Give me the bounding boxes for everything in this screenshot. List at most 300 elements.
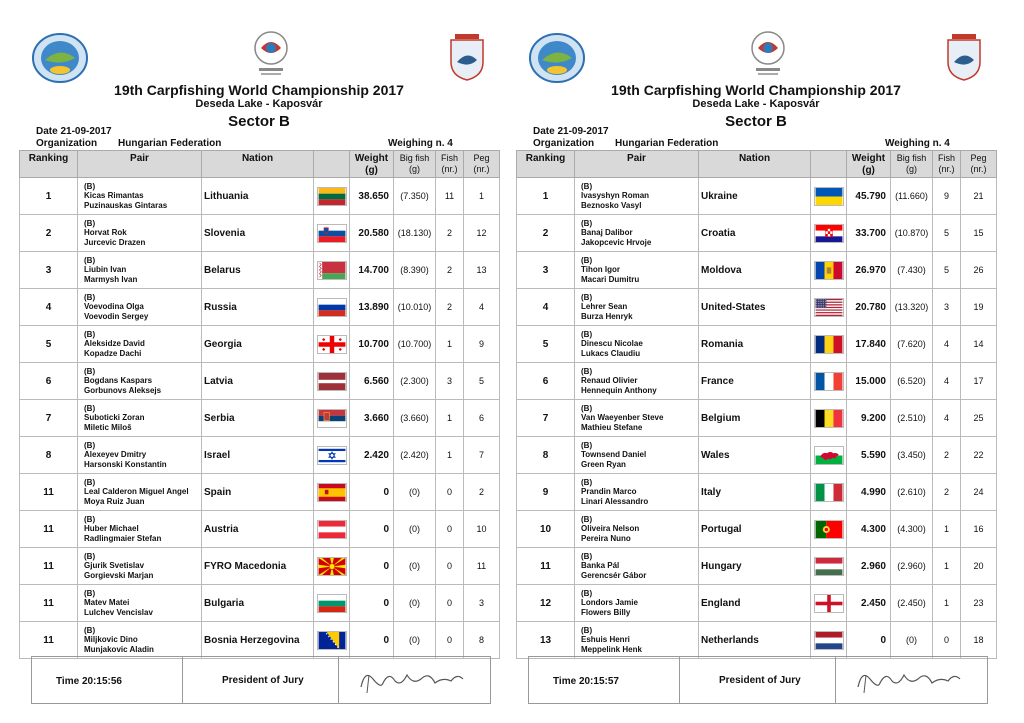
sector-tag: (B) <box>84 403 96 413</box>
federation-crest-icon <box>748 30 788 78</box>
header-weight-label: Weight <box>851 153 886 164</box>
angler-1: Ivasyshyn Roman <box>581 191 650 201</box>
weight-cell: 38.650 <box>350 178 394 215</box>
sector-tag: (B) <box>581 514 593 524</box>
flag-cell <box>811 622 847 659</box>
pair-cell <box>575 622 699 659</box>
netherlands-flag-icon <box>814 631 844 650</box>
organization-name: Hungarian Federation <box>118 138 222 149</box>
macedonia-flag-icon <box>317 557 347 576</box>
bigfish-cell: (0) <box>394 548 436 585</box>
fish-count-cell: 0 <box>436 585 464 622</box>
sector-tag: (B) <box>581 366 593 376</box>
angler-1: Bogdans Kaspars <box>84 376 153 386</box>
flag-cell <box>314 474 350 511</box>
rank-cell: 5 <box>517 326 575 363</box>
angler-1: Dinescu Nicolae <box>581 339 643 349</box>
peg-cell: 7 <box>464 437 500 474</box>
header-fish-label: Fish <box>937 153 955 163</box>
table-row <box>20 289 500 326</box>
federation-crest-icon <box>251 30 291 78</box>
header-nation: Nation <box>699 151 811 178</box>
organization-line <box>533 138 1003 149</box>
nation-cell: Spain <box>202 474 314 511</box>
weight-cell: 9.200 <box>847 400 891 437</box>
nation-cell: United-States <box>699 289 811 326</box>
pair-cell <box>78 252 202 289</box>
nation-cell: Romania <box>699 326 811 363</box>
serbia-flag-icon <box>317 409 347 428</box>
angler-1: Banka Pál <box>581 561 620 571</box>
results-sheet-right <box>516 0 996 723</box>
pair-cell <box>78 511 202 548</box>
table-row <box>517 326 997 363</box>
rank-cell: 11 <box>20 622 78 659</box>
sector-tag: (B) <box>581 329 593 339</box>
rank-cell: 8 <box>517 437 575 474</box>
rank-cell: 6 <box>20 363 78 400</box>
pair-cell <box>575 585 699 622</box>
table-row <box>20 178 500 215</box>
footer-divider <box>679 657 680 703</box>
table-row <box>20 548 500 585</box>
angler-1: Kicas Rimantas <box>84 191 144 201</box>
angler-1: Liubin Ivan <box>84 265 127 275</box>
table-row <box>20 215 500 252</box>
peg-cell: 2 <box>464 474 500 511</box>
header-weight-unit: (g) <box>365 165 378 176</box>
angler-2: Kopadze Dachi <box>84 348 142 358</box>
pair-cell <box>575 252 699 289</box>
weight-cell: 20.780 <box>847 289 891 326</box>
bigfish-cell: (0) <box>394 585 436 622</box>
sector-tag: (B) <box>84 477 96 487</box>
flag-cell <box>811 400 847 437</box>
signature-box <box>338 657 492 703</box>
fish-count-cell: 0 <box>436 511 464 548</box>
sector-tag: (B) <box>84 218 96 228</box>
peg-cell: 25 <box>961 400 997 437</box>
weight-cell: 4.300 <box>847 511 891 548</box>
world-championship-logo-icon <box>31 32 89 84</box>
sector-heading: Sector B <box>725 113 787 130</box>
fish-count-cell: 5 <box>933 215 961 252</box>
flag-cell <box>314 622 350 659</box>
angler-1: Voevodina Olga <box>84 302 144 312</box>
peg-cell: 11 <box>464 548 500 585</box>
sector-tag: (B) <box>581 551 593 561</box>
fish-count-cell: 1 <box>436 326 464 363</box>
nation-cell: Portugal <box>699 511 811 548</box>
bigfish-cell: (8.390) <box>394 252 436 289</box>
fish-count-cell: 11 <box>436 178 464 215</box>
flag-cell <box>811 252 847 289</box>
spain-flag-icon <box>317 483 347 502</box>
flag-cell <box>314 289 350 326</box>
austria-flag-icon <box>317 520 347 539</box>
date-label: Date 21-09-2017 <box>533 126 609 137</box>
flag-cell <box>314 326 350 363</box>
header-bigfish-label: Big fish <box>399 153 430 163</box>
angler-1: Horvat Rok <box>84 228 127 238</box>
flag-cell <box>811 326 847 363</box>
angler-1: Oliveira Nelson <box>581 524 640 534</box>
angler-1: Tihon Igor <box>581 265 620 275</box>
fish-count-cell: 1 <box>933 585 961 622</box>
table-row <box>517 474 997 511</box>
sector-tag: (B) <box>581 403 593 413</box>
pair-cell <box>575 289 699 326</box>
weight-cell: 5.590 <box>847 437 891 474</box>
rank-cell: 10 <box>517 511 575 548</box>
pair-cell <box>575 437 699 474</box>
bigfish-cell: (2.610) <box>891 474 933 511</box>
nation-cell: Moldova <box>699 252 811 289</box>
angler-2: Moya Ruiz Juan <box>84 496 145 506</box>
angler-1: Alexeyev Dmitry <box>84 450 147 460</box>
lithuania-flag-icon <box>317 187 347 206</box>
venue-subtitle: Deseda Lake - Kaposvár <box>692 98 820 110</box>
pair-cell <box>575 326 699 363</box>
rank-cell: 5 <box>20 326 78 363</box>
peg-cell: 4 <box>464 289 500 326</box>
footer-time: Time 20:15:56 <box>56 676 122 687</box>
logos-bar <box>516 0 996 80</box>
sector-tag: (B) <box>84 292 96 302</box>
table-row <box>20 585 500 622</box>
header-ranking: Ranking <box>517 151 575 178</box>
weighing-number: Weighing n. 4 <box>388 138 453 149</box>
ukraine-flag-icon <box>814 187 844 206</box>
weight-cell: 33.700 <box>847 215 891 252</box>
angler-2: Miletic Miloš <box>84 422 132 432</box>
pair-cell <box>575 400 699 437</box>
fish-count-cell: 1 <box>436 400 464 437</box>
bigfish-cell: (18.130) <box>394 215 436 252</box>
table-header-row <box>517 151 997 178</box>
peg-cell: 22 <box>961 437 997 474</box>
flag-cell <box>314 585 350 622</box>
weighing-number: Weighing n. 4 <box>885 138 950 149</box>
bigfish-cell: (6.520) <box>891 363 933 400</box>
sector-tag: (B) <box>84 255 96 265</box>
weight-cell: 15.000 <box>847 363 891 400</box>
bigfish-cell: (7.620) <box>891 326 933 363</box>
fish-count-cell: 9 <box>933 178 961 215</box>
nation-cell: FYRO Macedonia <box>202 548 314 585</box>
signature-box <box>835 657 989 703</box>
rank-cell: 1 <box>517 178 575 215</box>
fish-count-cell: 1 <box>933 548 961 585</box>
bosnia-flag-icon <box>317 631 347 650</box>
angler-2: Marmysh Ivan <box>84 274 138 284</box>
organization-label: Organization <box>36 138 98 149</box>
weight-cell: 0 <box>847 622 891 659</box>
table-row <box>20 363 500 400</box>
table-row <box>20 326 500 363</box>
peg-cell: 20 <box>961 548 997 585</box>
peg-cell: 1 <box>464 178 500 215</box>
israel-flag-icon <box>317 446 347 465</box>
header-nation: Nation <box>202 151 314 178</box>
bigfish-cell: (2.420) <box>394 437 436 474</box>
signature-icon <box>836 657 986 701</box>
header-fish-label: Fish <box>440 153 458 163</box>
bigfish-cell: (3.450) <box>891 437 933 474</box>
header-bigfish-label: Big fish <box>896 153 927 163</box>
peg-cell: 14 <box>961 326 997 363</box>
jury-footer <box>528 656 988 704</box>
nation-cell: Bulgaria <box>202 585 314 622</box>
nation-cell: Belgium <box>699 400 811 437</box>
bigfish-cell: (0) <box>394 622 436 659</box>
date-label: Date 21-09-2017 <box>36 126 112 137</box>
signature-icon <box>339 657 489 701</box>
weight-cell: 0 <box>350 548 394 585</box>
angler-1: Aleksidze David <box>84 339 145 349</box>
flag-cell <box>811 474 847 511</box>
jury-footer <box>31 656 491 704</box>
pair-cell <box>78 622 202 659</box>
angler-2: Puzinauskas Gintaras <box>84 200 168 210</box>
pair-cell <box>78 400 202 437</box>
table-row <box>20 474 500 511</box>
belarus-flag-icon <box>317 261 347 280</box>
sector-tag: (B) <box>581 218 593 228</box>
bigfish-cell: (11.660) <box>891 178 933 215</box>
peg-cell: 26 <box>961 252 997 289</box>
rank-cell: 3 <box>20 252 78 289</box>
rank-cell: 11 <box>20 548 78 585</box>
angler-2: Harsonski Konstantin <box>84 459 167 469</box>
table-row <box>517 622 997 659</box>
flag-cell <box>811 289 847 326</box>
weight-cell: 13.890 <box>350 289 394 326</box>
fish-count-cell: 0 <box>436 474 464 511</box>
header-weight-label: Weight <box>354 153 389 164</box>
fish-count-cell: 2 <box>436 289 464 326</box>
angler-2: Flowers Billy <box>581 607 631 617</box>
portugal-flag-icon <box>814 520 844 539</box>
table-row <box>20 622 500 659</box>
flag-cell <box>811 511 847 548</box>
sector-tag: (B) <box>581 588 593 598</box>
bigfish-cell: (4.300) <box>891 511 933 548</box>
rank-cell: 1 <box>20 178 78 215</box>
header-bigfish <box>394 151 436 178</box>
angler-1: Gjurik Svetislav <box>84 561 145 571</box>
peg-cell: 13 <box>464 252 500 289</box>
table-row <box>517 400 997 437</box>
flag-cell <box>811 548 847 585</box>
bulgaria-flag-icon <box>317 594 347 613</box>
venue-subtitle: Deseda Lake - Kaposvár <box>195 98 323 110</box>
bigfish-cell: (0) <box>394 474 436 511</box>
bigfish-cell: (3.660) <box>394 400 436 437</box>
weight-cell: 14.700 <box>350 252 394 289</box>
latvia-flag-icon <box>317 372 347 391</box>
nation-cell: Netherlands <box>699 622 811 659</box>
weight-cell: 10.700 <box>350 326 394 363</box>
croatia-flag-icon <box>814 224 844 243</box>
england-flag-icon <box>814 594 844 613</box>
mohosz-crest-icon <box>944 32 984 82</box>
wales-flag-icon <box>814 446 844 465</box>
championship-title: 19th Carpfishing World Championship 2017 <box>611 82 901 98</box>
table-row <box>517 289 997 326</box>
nation-cell: Hungary <box>699 548 811 585</box>
france-flag-icon <box>814 372 844 391</box>
weight-cell: 2.450 <box>847 585 891 622</box>
header-bigfish-unit: (g) <box>906 164 917 174</box>
nation-cell: Lithuania <box>202 178 314 215</box>
fish-count-cell: 2 <box>933 474 961 511</box>
footer-divider <box>182 657 183 703</box>
rank-cell: 7 <box>20 400 78 437</box>
bigfish-cell: (10.870) <box>891 215 933 252</box>
table-row <box>517 178 997 215</box>
fish-count-cell: 2 <box>933 437 961 474</box>
table-row <box>517 437 997 474</box>
bigfish-cell: (10.010) <box>394 289 436 326</box>
angler-1: Prandin Marco <box>581 487 637 497</box>
angler-2: Lukacs Claudiu <box>581 348 641 358</box>
table-row <box>517 548 997 585</box>
table-row <box>20 437 500 474</box>
championship-title: 19th Carpfishing World Championship 2017 <box>114 82 404 98</box>
pair-cell <box>78 363 202 400</box>
fish-count-cell: 4 <box>933 363 961 400</box>
weight-cell: 2.420 <box>350 437 394 474</box>
pair-cell <box>575 178 699 215</box>
table-row <box>517 511 997 548</box>
angler-2: Gorbunovs Aleksejs <box>84 385 162 395</box>
nation-cell: Israel <box>202 437 314 474</box>
sector-tag: (B) <box>84 181 96 191</box>
header-bigfish-unit: (g) <box>409 164 420 174</box>
weight-cell: 17.840 <box>847 326 891 363</box>
header-peg-label: Peg <box>970 153 987 163</box>
pair-cell <box>78 437 202 474</box>
table-row <box>517 252 997 289</box>
sector-tag: (B) <box>84 514 96 524</box>
header-peg-unit: (nr.) <box>970 164 987 174</box>
angler-2: Jakopcevic Hrvoje <box>581 237 652 247</box>
rank-cell: 12 <box>517 585 575 622</box>
nation-cell: Slovenia <box>202 215 314 252</box>
header-flag <box>811 151 847 178</box>
peg-cell: 3 <box>464 585 500 622</box>
header-peg <box>464 151 500 178</box>
hungary-flag-icon <box>814 557 844 576</box>
rank-cell: 9 <box>517 474 575 511</box>
pair-cell <box>78 548 202 585</box>
peg-cell: 23 <box>961 585 997 622</box>
bigfish-cell: (7.430) <box>891 252 933 289</box>
angler-1: Matev Matei <box>84 598 130 608</box>
table-row <box>517 363 997 400</box>
weight-cell: 26.970 <box>847 252 891 289</box>
results-sheet-left <box>19 0 499 723</box>
nation-cell: Croatia <box>699 215 811 252</box>
header-weight <box>350 151 394 178</box>
peg-cell: 12 <box>464 215 500 252</box>
weight-cell: 2.960 <box>847 548 891 585</box>
flag-cell <box>811 363 847 400</box>
georgia-flag-icon <box>317 335 347 354</box>
angler-2: Mathieu Stefane <box>581 422 643 432</box>
president-of-jury-label: President of Jury <box>222 675 304 686</box>
bigfish-cell: (2.510) <box>891 400 933 437</box>
header-peg-label: Peg <box>473 153 490 163</box>
angler-2: Jurcevic Drazen <box>84 237 146 247</box>
pair-cell <box>78 585 202 622</box>
nation-cell: Russia <box>202 289 314 326</box>
sector-tag: (B) <box>84 440 96 450</box>
bigfish-cell: (2.300) <box>394 363 436 400</box>
results-table <box>19 150 500 659</box>
flag-cell <box>314 178 350 215</box>
logos-bar <box>19 0 499 80</box>
sector-tag: (B) <box>84 366 96 376</box>
weight-cell: 0 <box>350 474 394 511</box>
angler-1: Leal Calderon Miguel Angel <box>84 487 189 497</box>
angler-2: Green Ryan <box>581 459 626 469</box>
moldova-flag-icon <box>814 261 844 280</box>
bigfish-cell: (7.350) <box>394 178 436 215</box>
sector-tag: (B) <box>581 181 593 191</box>
romania-flag-icon <box>814 335 844 354</box>
angler-2: Munjakovic Aladin <box>84 644 154 654</box>
results-table <box>516 150 997 659</box>
nation-cell: Serbia <box>202 400 314 437</box>
sector-tag: (B) <box>581 625 593 635</box>
bigfish-cell: (10.700) <box>394 326 436 363</box>
peg-cell: 10 <box>464 511 500 548</box>
sector-tag: (B) <box>84 625 96 635</box>
angler-2: Radlingmaier Stefan <box>84 533 162 543</box>
flag-cell <box>811 215 847 252</box>
peg-cell: 8 <box>464 622 500 659</box>
rank-cell: 3 <box>517 252 575 289</box>
rank-cell: 4 <box>20 289 78 326</box>
angler-1: Townsend Daniel <box>581 450 647 460</box>
nation-cell: Latvia <box>202 363 314 400</box>
weight-cell: 20.580 <box>350 215 394 252</box>
table-row <box>20 511 500 548</box>
header-bigfish <box>891 151 933 178</box>
rank-cell: 8 <box>20 437 78 474</box>
header-ranking: Ranking <box>20 151 78 178</box>
flag-cell <box>314 511 350 548</box>
weight-cell: 0 <box>350 622 394 659</box>
table-row <box>20 252 500 289</box>
flag-cell <box>811 437 847 474</box>
belgium-flag-icon <box>814 409 844 428</box>
angler-1: Lehrer Sean <box>581 302 628 312</box>
nation-cell: Bosnia Herzegovina <box>202 622 314 659</box>
organization-label: Organization <box>533 138 595 149</box>
nation-cell: Austria <box>202 511 314 548</box>
sector-tag: (B) <box>581 440 593 450</box>
flag-cell <box>314 400 350 437</box>
rank-cell: 13 <box>517 622 575 659</box>
peg-cell: 21 <box>961 178 997 215</box>
angler-2: Lulchev Vencislav <box>84 607 153 617</box>
flag-cell <box>314 437 350 474</box>
fish-count-cell: 2 <box>436 252 464 289</box>
angler-2: Linari Alessandro <box>581 496 649 506</box>
